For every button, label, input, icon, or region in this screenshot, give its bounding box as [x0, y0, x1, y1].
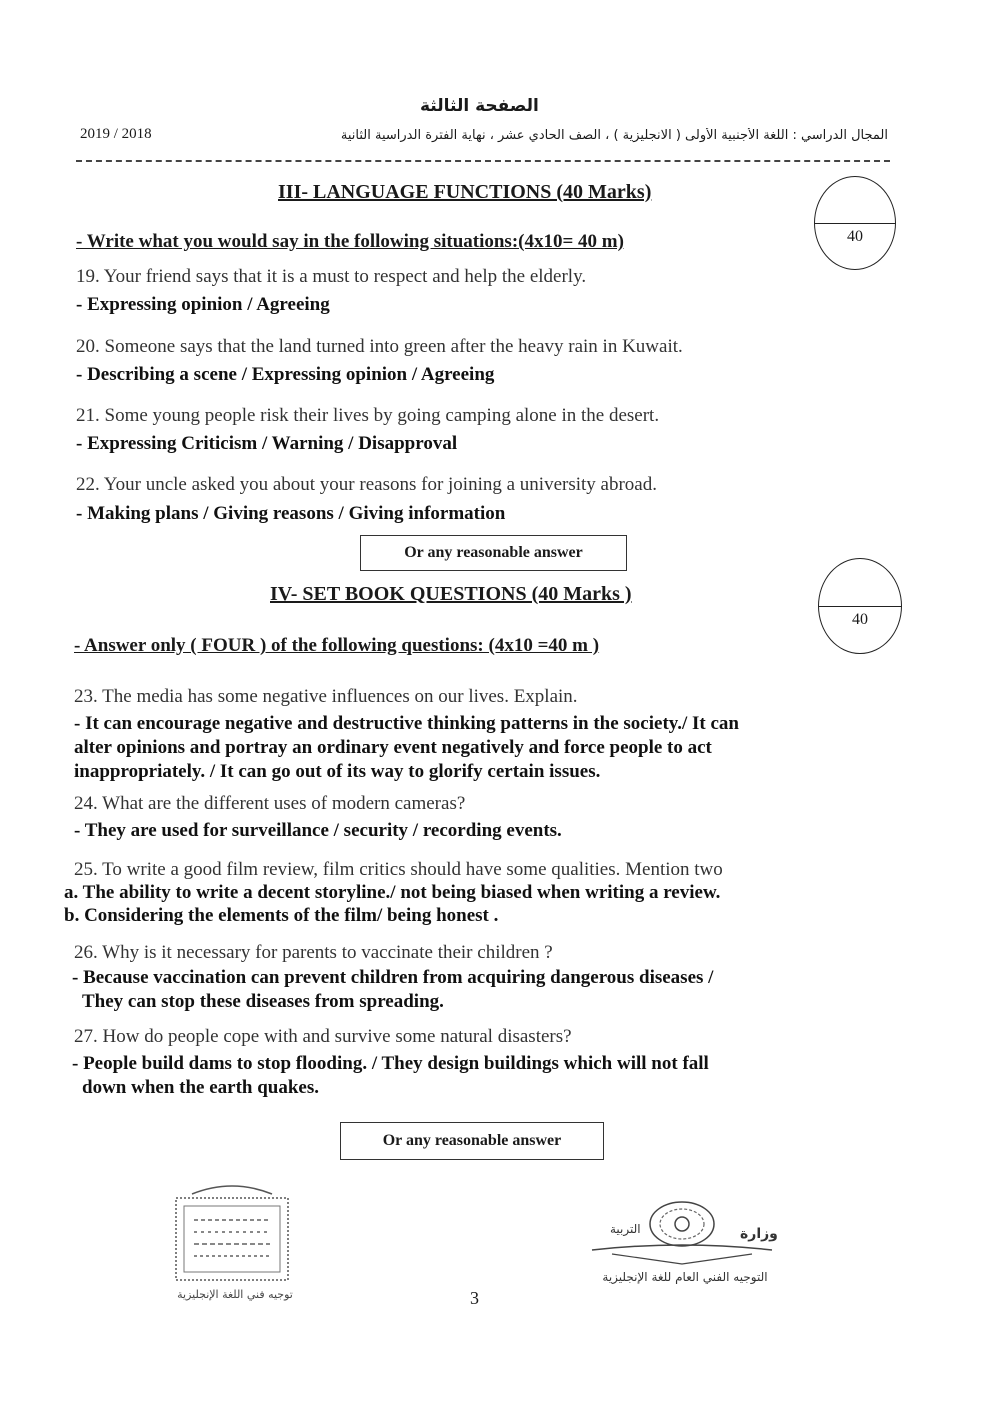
exam-year: 2019 / 2018	[80, 126, 152, 142]
answer-26-line-1: - Because vaccination can prevent children from acquiring dangerous diseases /	[72, 967, 714, 988]
subject-line: المجال الدراسي : اللغة الأجنبية الأولى ( الانجليزية ) ، الصف الحادي عشر ، نهاية الفترة الدراسية الثانية	[340, 128, 888, 143]
section-4-note-box	[340, 1122, 604, 1160]
left-stamp-graphic	[172, 1180, 292, 1285]
answer-27-line-2: down when the earth quakes.	[82, 1077, 320, 1098]
section-3-mark: 40	[847, 227, 863, 245]
section-4-note: Or any reasonable answer	[382, 1132, 562, 1149]
section-4-instruction: - Answer only ( FOUR ) of the following questions: (4x10 =40 m )	[74, 635, 600, 656]
right-stamp-side: وزارة	[740, 1226, 778, 1242]
right-stamp-label: التربية	[610, 1222, 641, 1236]
left-official-stamp	[172, 1180, 292, 1285]
answer-24: - They are used for surveillance / security / recording events.	[74, 820, 562, 841]
question-20: 20. Someone says that the land turned into green after the heavy rain in Kuwait.	[76, 336, 683, 357]
answer-26-line-2: They can stop these diseases from spreading.	[82, 991, 444, 1012]
answer-23-line-1: - It can encourage negative and destructive thinking patterns in the society./ It can	[74, 713, 739, 734]
header-divider	[76, 160, 890, 162]
section-3-note-box	[360, 535, 627, 571]
right-stamp-caption: التوجيه الفني العام للغة الإنجليزية	[602, 1270, 768, 1284]
section-3-note: Or any reasonable answer	[404, 544, 583, 561]
answer-19: - Expressing opinion / Agreeing	[76, 294, 330, 315]
answer-27-line-1: - People build dams to stop flooding. / They design buildings which will not fall	[72, 1053, 709, 1074]
answer-25-b: b. Considering the elements of the film/ being honest .	[64, 905, 499, 926]
question-19: 19. Your friend says that it is a must to respect and help the elderly.	[76, 266, 587, 287]
answer-21: - Expressing Criticism / Warning / Disapproval	[76, 433, 458, 454]
answer-23-line-3: inappropriately. / It can go out of its way to glorify certain issues.	[74, 761, 601, 782]
answer-25-a: a. The ability to write a decent storyline./ not being biased when writing a review.	[64, 882, 721, 903]
page-label: الصفحة الثالثة	[420, 96, 539, 116]
answer-23-line-2: alter opinions and portray an ordinary event negatively and force people to act	[74, 737, 712, 758]
question-21: 21. Some young people risk their lives by going camping alone in the desert.	[76, 405, 660, 426]
section-3-title: III- LANGUAGE FUNCTIONS (40 Marks)	[278, 181, 652, 203]
question-27: 27. How do people cope with and survive some natural disasters?	[74, 1026, 572, 1047]
section-3-mark-circle	[814, 176, 896, 270]
section-4-mark: 40	[852, 610, 868, 628]
section-4-mark-circle	[818, 558, 902, 654]
question-26: 26. Why is it necessary for parents to vaccinate their children ?	[74, 942, 553, 963]
answer-22: - Making plans / Giving reasons / Giving information	[76, 503, 506, 524]
question-25: 25. To write a good film review, film critics should have some qualities. Mention two	[74, 859, 723, 880]
section-4-title: IV- SET BOOK QUESTIONS (40 Marks )	[270, 583, 632, 605]
section-3-instruction: - Write what you would say in the following situations:(4x10= 40 m)	[76, 231, 624, 252]
answer-20: - Describing a scene / Expressing opinion / Agreeing	[76, 364, 495, 385]
question-22: 22. Your uncle asked you about your reasons for joining a university abroad.	[76, 474, 657, 495]
left-stamp-caption: توجيه فني اللغة الإنجليزية	[177, 1288, 293, 1301]
question-23: 23. The media has some negative influences on our lives. Explain.	[74, 686, 578, 707]
question-24: 24. What are the different uses of modern cameras?	[74, 793, 466, 814]
page-number: 3	[470, 1288, 479, 1308]
